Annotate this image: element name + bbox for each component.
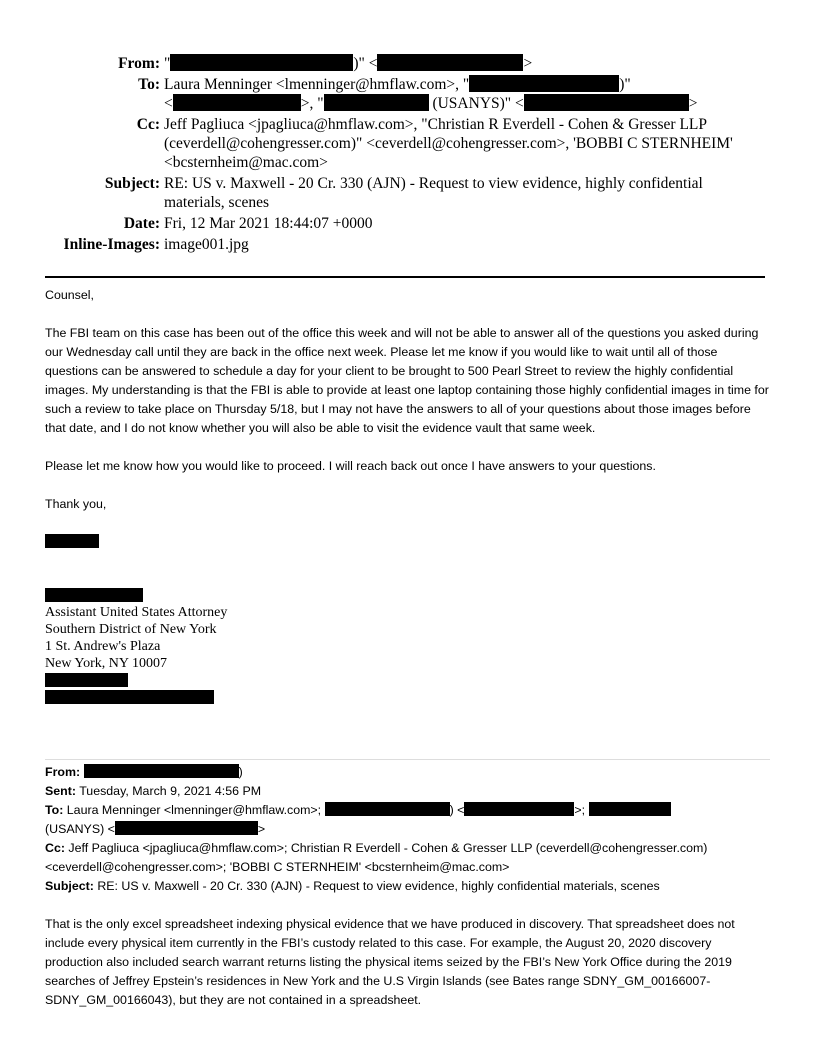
date-label: Date: [123, 215, 160, 232]
paragraph: The FBI team on this case has been out of the office this week and will not be able to answer all of the questions you asked during our Wednesday call until they are back in the office next week. Please let me know if you would like to wait until all of those questions can be answered to schedule a day for your client to be brought to 500 Pearl Street to review the highly confidential images. My understanding is that the FBI is able to provide at least one laptop containing those highly confidential images in time for such a review to take place on Thursday 5/18, but I may not have the answers to all of your questions about those images before that date, and I do not know whether you will also be able to visit the evidence vault that same week. [45, 326, 769, 435]
prev-cc-label: Cc: [45, 841, 65, 855]
quoted-divider [45, 759, 770, 760]
redaction [115, 821, 258, 835]
to-text: Laura Menninger <lmenninger@hmflaw.com>, " [164, 76, 470, 93]
redaction [589, 802, 671, 816]
redaction [170, 54, 353, 71]
subject-value: RE: US v. Maxwell - 20 Cr. 330 (AJN) - Request to view evidence, highly confidential materials, scenes [164, 175, 703, 211]
header-date [0, 214, 780, 233]
closing: Thank you, [45, 497, 107, 511]
redaction [469, 75, 619, 92]
header-inline-images [0, 235, 780, 254]
redaction [325, 802, 450, 816]
prev-to-text: (USANYS) < [45, 822, 115, 836]
email-header [0, 54, 780, 256]
inline-images-value[interactable]: image001.jpg [164, 236, 249, 253]
redaction [45, 534, 99, 548]
header-divider [45, 276, 765, 278]
inline-images-label: Inline-Images: [63, 236, 160, 253]
prev-cc [45, 839, 770, 877]
greeting: Counsel, [45, 288, 94, 302]
redaction [324, 94, 429, 111]
prev-subject [45, 877, 770, 896]
redaction [524, 94, 689, 111]
signature-block [45, 604, 227, 672]
to-text: < [164, 95, 173, 112]
prev-body: That is the only excel spreadsheet indexing physical evidence that we have produced in discovery. That spreadsheet does not include every physical item currently in the FBI’s custody related to this case. For example, the August 20, 2020 discovery production also included search warrant returns listing the physical items seized by the FBI’s New York Office during the 2019 searches of Jeffrey Epstein’s residences in New York and the U.S Virgin Islands (see Bates range SDNY_GM_00166007-SDNY_GM_00166043), but they are not contained in a spreadsheet. [45, 917, 735, 1007]
prev-to-label: To: [45, 803, 64, 817]
redaction [173, 94, 301, 111]
redaction [84, 764, 239, 778]
prev-to-text: >; [574, 803, 589, 817]
prev-sent-label: Sent: [45, 784, 76, 798]
from-text: " [164, 55, 171, 72]
date-value: Fri, 12 Mar 2021 18:44:07 +0000 [164, 215, 373, 232]
paragraph: Please let me know how you would like to proceed. I will reach back out once I have answers to your questions. [45, 459, 656, 473]
header-cc [0, 115, 780, 172]
signature-address: 1 St. Andrew's Plaza [45, 639, 161, 654]
redaction [45, 673, 128, 687]
header-subject [0, 174, 780, 212]
to-label: To: [138, 76, 160, 93]
redaction [45, 588, 143, 602]
header-to [0, 75, 780, 113]
prev-sent-value: Tuesday, March 9, 2021 4:56 PM [75, 784, 262, 798]
to-text: > [688, 95, 698, 112]
to-text: >, " [300, 95, 324, 112]
cc-value: Jeff Pagliuca <jpagliuca@hmflaw.com>, "Christian R Everdell - Cohen & Gresser LLP (ceverdell@cohengresser.com)" <ceverdell@cohengresser.com>, 'BOBBI C STERNHEIM' <bcsternheim@mac.com> [164, 116, 733, 171]
prev-from-text: ) [238, 765, 243, 779]
prev-subject-value: RE: US v. Maxwell - 20 Cr. 330 (AJN) - Request to view evidence, highly confidential materials, scenes [93, 879, 660, 893]
header-from [0, 54, 780, 73]
prev-from-label: From: [45, 765, 81, 779]
from-text: > [523, 55, 533, 72]
from-text: )" < [353, 55, 378, 72]
prev-to-text: > [257, 822, 266, 836]
from-label: From: [118, 55, 160, 72]
subject-label: Subject: [104, 175, 160, 192]
prev-sent [45, 782, 770, 801]
redaction [377, 54, 523, 71]
previous-message [45, 763, 770, 1029]
to-text: )" [619, 76, 631, 93]
signature-title: Assistant United States Attorney [45, 605, 228, 620]
prev-cc-value: Jeff Pagliuca <jpagliuca@hmflaw.com>; Christian R Everdell - Cohen & Gresser LLP (ceverdell@cohengresser.com) <ceverdell@cohengresser.com>; 'BOBBI C STERNHEIM' <bcsternheim@mac.com> [45, 841, 708, 874]
prev-to-text: Laura Menninger <lmenninger@hmflaw.com>; [63, 803, 325, 817]
prev-to-text: ) < [449, 803, 465, 817]
message-body [45, 286, 770, 514]
prev-from [45, 763, 770, 782]
signature-office: Southern District of New York [45, 622, 217, 637]
signature-address: New York, NY 10007 [45, 656, 167, 671]
to-text: (USANYS)" < [428, 95, 524, 112]
prev-to [45, 801, 770, 839]
redaction [45, 690, 214, 704]
redaction [464, 802, 574, 816]
cc-label: Cc: [136, 116, 160, 133]
prev-subject-label: Subject: [45, 879, 94, 893]
